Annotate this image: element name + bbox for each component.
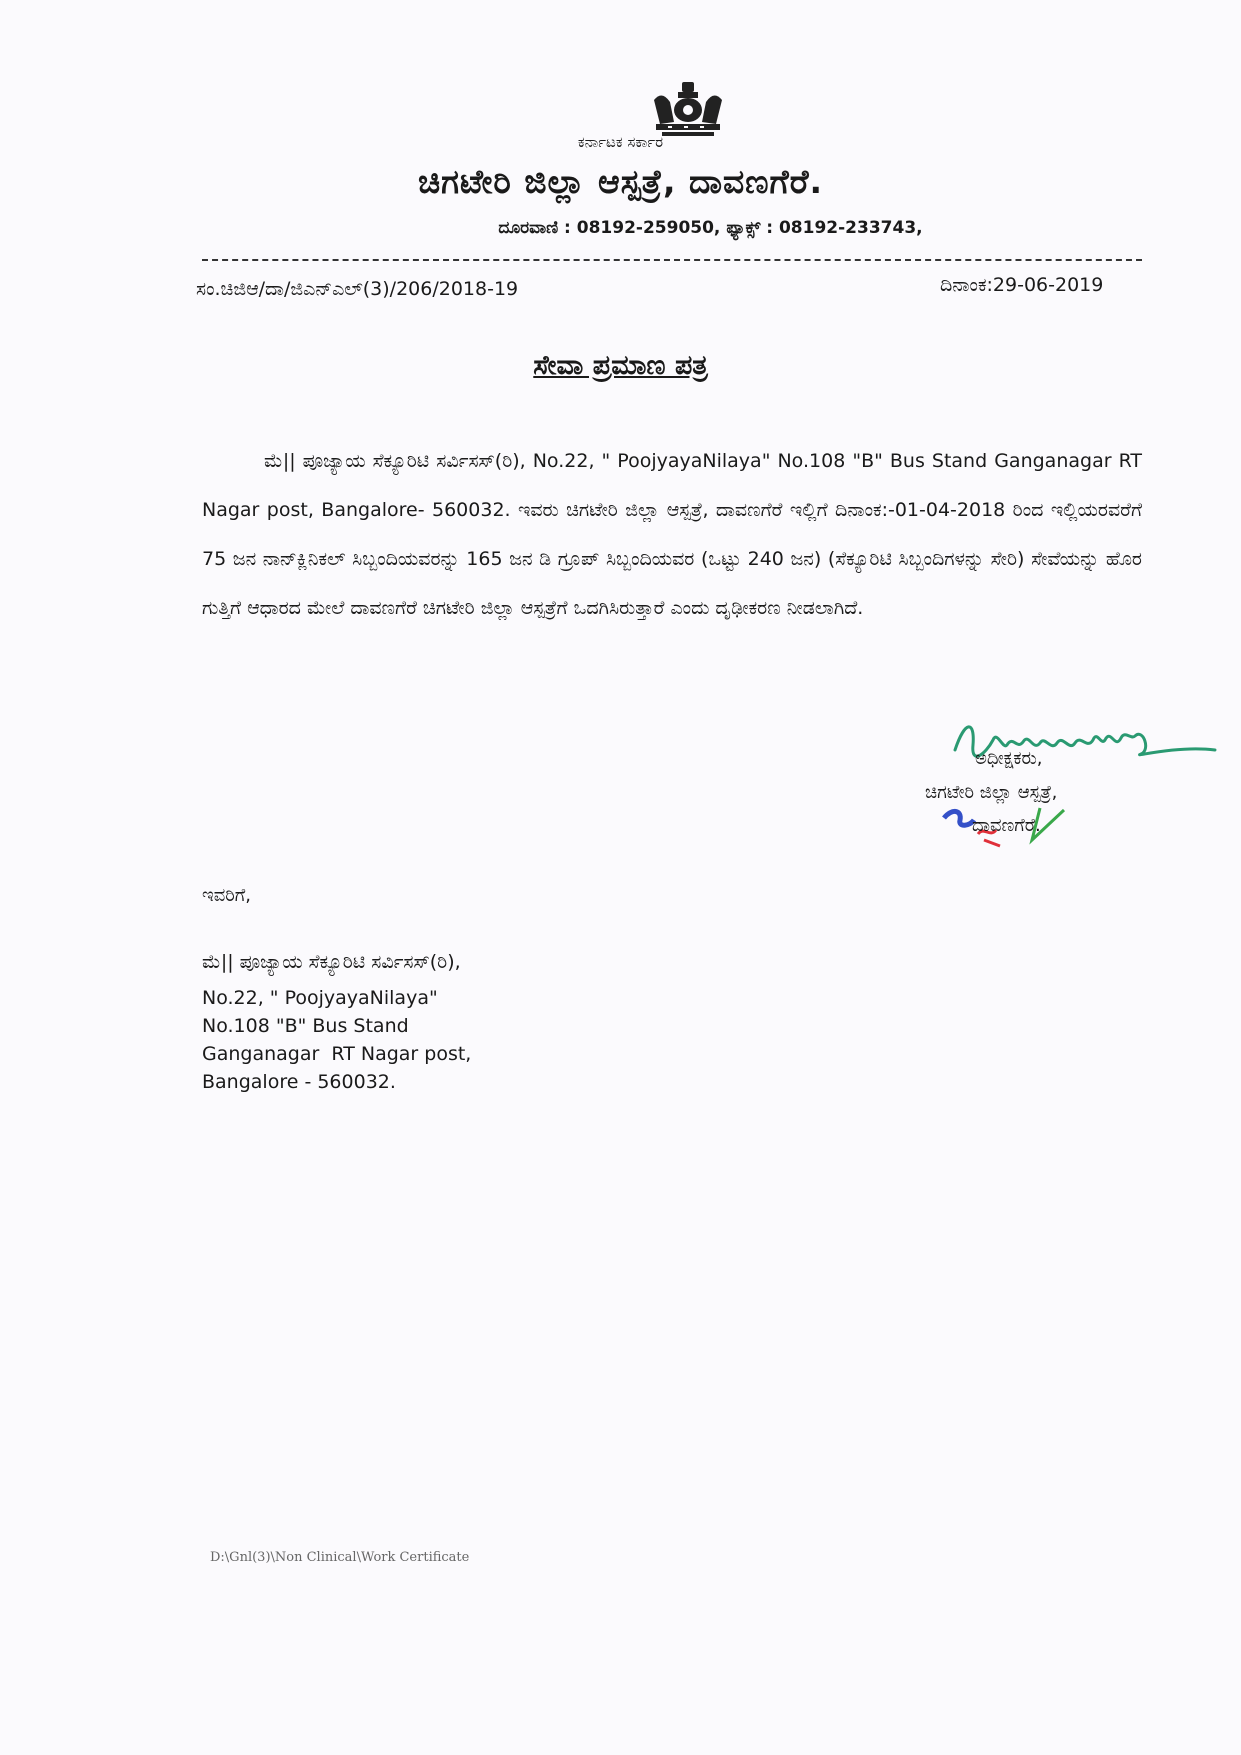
phone-fax-line: ದೂರವಾಣಿ : 08192-259050, ಫ್ಯಾಕ್ಸ್ : 08192-233743, bbox=[498, 218, 923, 238]
address-line: No.108 "B" Bus Stand bbox=[202, 1015, 409, 1037]
letter-date: ದಿನಾಂಕ:29-06-2019 bbox=[940, 274, 1104, 296]
hospital-name: ಚಿಗಟೇರಿ ಜಿಲ್ಲಾ ಆಸ್ಪತ್ರೆ, ದಾವಣಗೆರೆ. bbox=[417, 162, 824, 201]
header-divider bbox=[202, 259, 1142, 261]
certificate-title: ಸೇವಾ ಪ್ರಮಾಣ ಪತ್ರ bbox=[533, 350, 708, 381]
signatory-city: ದಾವಣಗೆರೆ. bbox=[972, 815, 1041, 836]
recipient-label: ಇವರಿಗೆ, bbox=[202, 885, 251, 906]
signatory-designation: ಅಧೀಕ್ಷಕರು, bbox=[975, 748, 1043, 769]
address-line: No.22, " PoojyayaNilaya" bbox=[202, 987, 438, 1009]
file-path-footer: D:\Gnl(3)\Non Clinical\Work Certificate bbox=[210, 1550, 470, 1565]
certificate-body: ಮೆ|| ಪೂಜ್ಯಾಯ ಸೆಕ್ಯೂರಿಟಿ ಸರ್ವಿಸಸ್(ರಿ), No.22, " PoojyayaNilaya" No.108 "B" Bus Stand Ganganagar RT Nagar post, Bangalore- 560032. ಇವರು ಚಿಗಟೇರಿ ಜಿಲ್ಲಾ ಆಸ್ಪತ್ರೆ, ದಾವಣಗೆರೆ ಇಲ್ಲಿಗೆ ದಿನಾಂಕ:-01-04-2018 ರಿಂದ ಇಲ್ಲಿಯರವರೆಗೆ 75 ಜನ ನಾನ್‌ಕ್ಲಿನಿಕಲ್ ಸಿಬ್ಬಂದಿಯವರನ್ನು 165 ಜನ ಡಿ ಗ್ರೂಪ್ ಸಿಬ್ಬಂದಿಯವರ (ಒಟ್ಟು 240 ಜನ) (ಸೆಕ್ಯೂರಿಟಿ ಸಿಬ್ಬಂದಿಗಳನ್ನು ಸೇರಿ) ಸೇವೆಯನ್ನು ಹೊರ ಗುತ್ತಿಗೆ ಆಧಾರದ ಮೇಲೆ ದಾವಣಗೆರೆ ಚಿಗಟೇರಿ ಜಿಲ್ಲಾ ಆಸ್ಪತ್ರೆಗೆ ಒದಗಿಸಿರುತ್ತಾರೆ ಎಂದು ದೃಢೀಕರಣ ನೀಡಲಾಗಿದೆ. bbox=[202, 450, 1142, 619]
handwritten-signature bbox=[945, 710, 1225, 780]
reference-number: ಸಂ.ಚಿಜಿಆ/ದಾ/ಜಿಎನ್‌ಎಲ್(3)/206/2018-19 bbox=[196, 278, 519, 300]
government-line: ಕರ್ನಾಟಕ ಸರ್ಕಾರ bbox=[577, 133, 664, 151]
karnataka-emblem-icon bbox=[648, 80, 728, 138]
signatory-organization: ಚಿಗಟೇರಿ ಜಿಲ್ಲಾ ಆಸ್ಪತ್ರೆ, bbox=[925, 782, 1058, 803]
recipient-address bbox=[202, 948, 471, 1096]
address-line: Bangalore - 560032. bbox=[202, 1071, 396, 1093]
address-line: ಮೆ|| ಪೂಜ್ಯಾಯ ಸೆಕ್ಯೂರಿಟಿ ಸರ್ವಿಸಸ್(ರಿ), bbox=[202, 951, 461, 973]
address-line: Ganganagar RT Nagar post, bbox=[202, 1043, 472, 1065]
